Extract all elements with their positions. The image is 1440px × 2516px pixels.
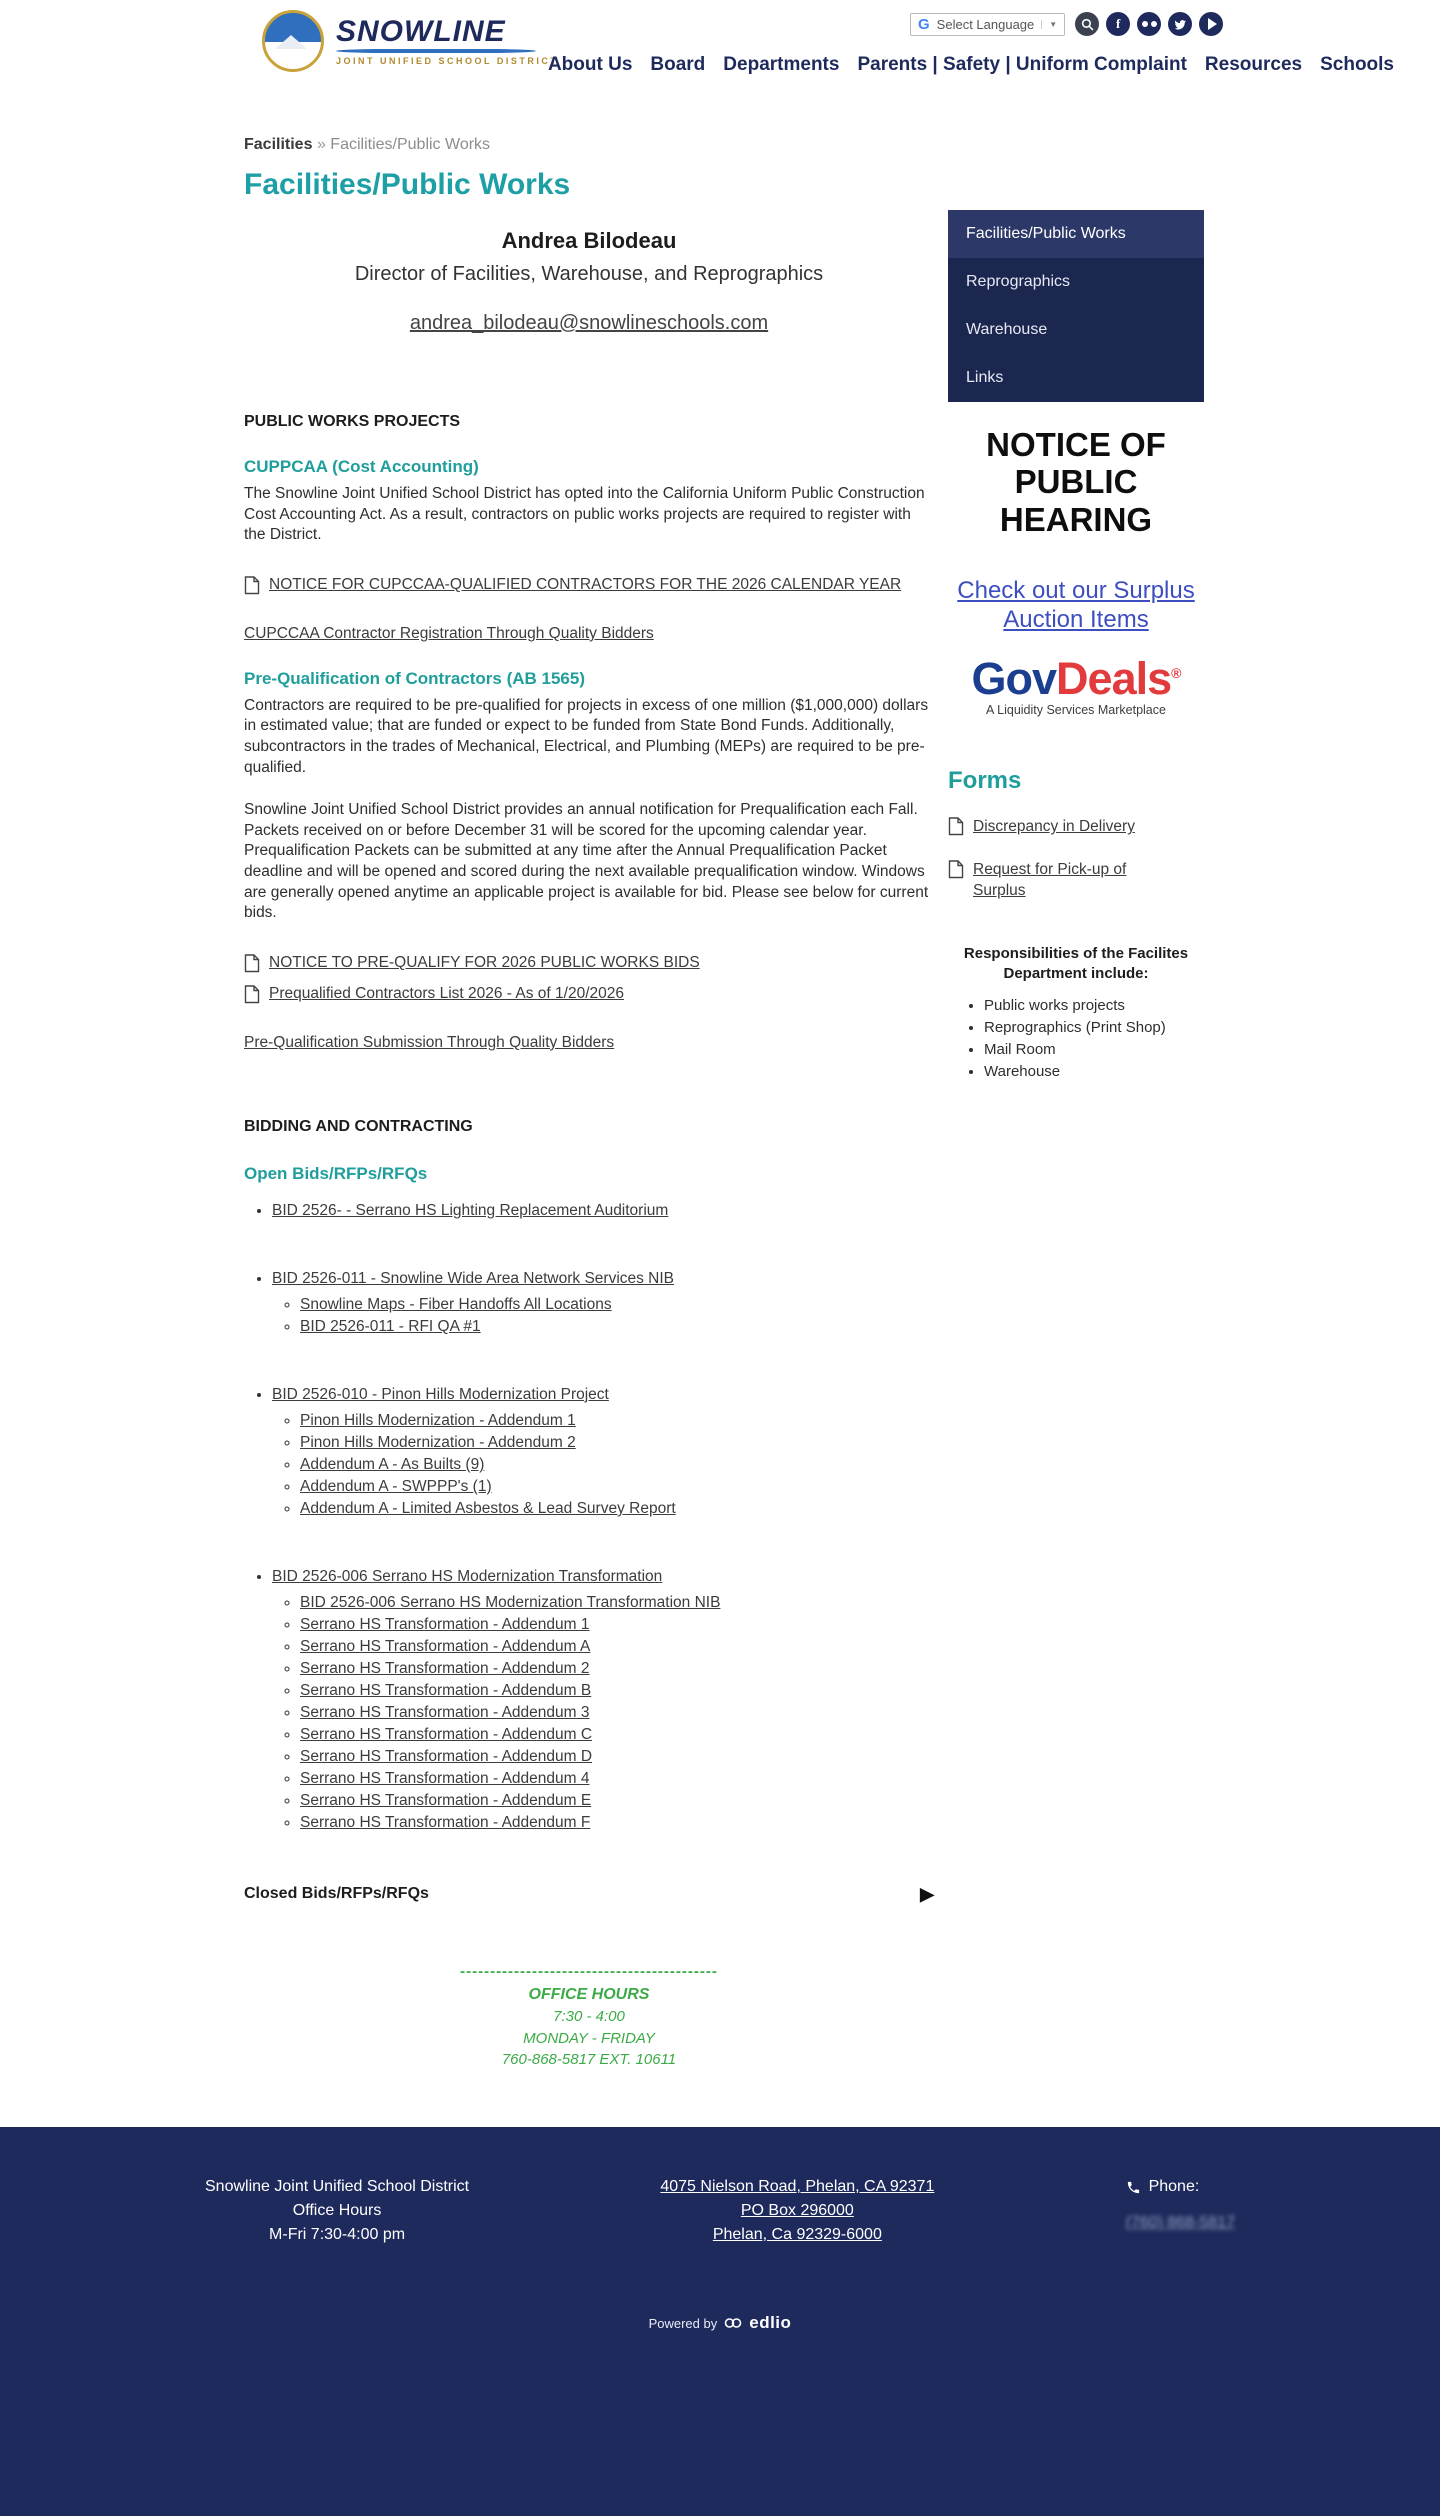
responsibility-item: • Warehouse	[984, 1063, 1204, 1080]
open-bids-heading: Open Bids/RFPs/RFQs	[244, 1163, 428, 1183]
bid-link[interactable]: Serrano HS Transformation - Addendum 4	[300, 1769, 590, 1787]
footer-district-info	[205, 2175, 469, 2247]
form-link-row	[948, 817, 1204, 838]
twitter-icon[interactable]	[1168, 12, 1192, 36]
google-translate-widget[interactable]	[910, 13, 1065, 36]
bid-link[interactable]: BID 2526- - Serrano HS Lighting Replacement Auditorium	[272, 1201, 669, 1219]
forms-heading: Forms	[948, 767, 1022, 795]
footer-district-name: Snowline Joint Unified School District	[205, 2178, 470, 2196]
bid-link[interactable]: Serrano HS Transformation - Addendum A	[300, 1637, 591, 1655]
bid-item	[272, 1270, 934, 1336]
bid-link[interactable]: Serrano HS Transformation - Addendum E	[300, 1791, 592, 1809]
surplus-auction-link[interactable]: Check out our Surplus Auction Items	[957, 576, 1195, 634]
bid-item	[272, 1568, 934, 1832]
office-hours-heading: OFFICE HOURS	[528, 1985, 650, 2003]
bid-subitem	[300, 1594, 934, 1612]
prequal-paragraph-2: Snowline Joint Unified School District provides an annual notification for Prequalification each Fall. Packets received on or before December 31 will be scored for the upcoming calendar year. Prequalification Packets can be submitted at any time after the Annual Prequalification Packet deadline and will be opened and scored during the next available prequalification window. Windows are generally opened anytime an applicable project is available for bid. Please see below for current bids.	[244, 801, 929, 922]
footer-phone-label-row	[1126, 2175, 1235, 2199]
powered-by-edlio[interactable]	[0, 2313, 1440, 2333]
contact-job-title: Director of Facilities, Warehouse, and Reprographics	[354, 263, 824, 285]
govdeals-deals: Deals	[1056, 653, 1172, 705]
pdf-icon	[244, 954, 260, 973]
social-icons	[1075, 12, 1223, 36]
bid-link[interactable]: Serrano HS Transformation - Addendum 1	[300, 1615, 590, 1633]
nav-board[interactable]: Board	[650, 54, 706, 75]
nav-resources[interactable]: Resources	[1204, 54, 1303, 75]
responsibility-item: • Public works projects	[984, 997, 1204, 1014]
sidebar	[948, 210, 1204, 1085]
bid-subitem	[300, 1726, 934, 1744]
pdf-icon	[244, 576, 260, 595]
district-logo-wordmark	[336, 14, 559, 66]
site-footer	[0, 2127, 1440, 2516]
main-area	[0, 98, 1440, 2071]
office-hours-time: 7:30 - 4:00	[553, 2007, 625, 2025]
footer-address-link[interactable]: 4075 Nielson Road, Phelan, CA 92371	[660, 2178, 935, 2196]
nav-schools[interactable]: Schools	[1320, 54, 1394, 75]
footer-phone-number[interactable]: (760) 868-5817	[1125, 2214, 1235, 2232]
public-works-heading: PUBLIC WORKS PROJECTS	[244, 413, 461, 430]
cuppcaa-registration-link[interactable]: CUPCCAA Contractor Registration Through Quality Bidders	[244, 624, 654, 642]
prequal-heading: Pre-Qualification of Contractors (AB 1565)	[244, 668, 586, 688]
govdeals-wordmark	[948, 653, 1204, 705]
responsibility-item: • Mail Room	[984, 1041, 1204, 1058]
nav-departments[interactable]: Departments	[723, 54, 840, 75]
office-hours-divider: -------------------------------------------	[460, 1962, 718, 1980]
powered-by-label: Powered by	[648, 2315, 718, 2331]
discrepancy-delivery-link[interactable]: Discrepancy in Delivery	[973, 818, 1135, 836]
flickr-icon[interactable]	[1137, 12, 1161, 36]
govdeals-tagline: A Liquidity Services Marketplace	[986, 703, 1166, 718]
responsibility-item: • Reprographics (Print Shop)	[984, 1019, 1204, 1036]
bid-link[interactable]: BID 2526-006 Serrano HS Modernization Transformation	[272, 1567, 663, 1585]
contact-name: Andrea Bilodeau	[501, 228, 677, 253]
header-utility-bar	[910, 12, 1223, 36]
govdeals-logo[interactable]	[948, 653, 1204, 718]
translate-label: Select Language	[936, 16, 1035, 32]
district-logo-emblem-icon	[262, 10, 324, 72]
prequal-contractors-list-link[interactable]: Prequalified Contractors List 2026 - As of 1/20/2026	[269, 985, 624, 1003]
bid-link[interactable]: Serrano HS Transformation - Addendum D	[300, 1747, 593, 1765]
bid-subitem	[300, 1500, 934, 1518]
chevron-down-icon: ▼	[1041, 20, 1057, 29]
breadcrumb	[244, 136, 934, 154]
bid-link[interactable]: Serrano HS Transformation - Addendum F	[300, 1813, 591, 1831]
closed-bids-accordion[interactable]	[244, 1884, 934, 1905]
cuppcaa-heading: CUPPCAA (Cost Accounting)	[244, 457, 479, 476]
footer-columns	[0, 2175, 1440, 2247]
phone-icon	[1126, 2180, 1141, 2195]
nav-about-us[interactable]: About Us	[547, 54, 633, 75]
bid-link[interactable]: BID 2526-011 - RFI QA #1	[300, 1317, 481, 1335]
bid-sublist	[272, 1594, 934, 1832]
pdf-icon	[244, 985, 260, 1004]
breadcrumb-separator: »	[316, 136, 326, 153]
search-icon[interactable]	[1075, 12, 1099, 36]
google-logo-icon: G	[918, 15, 930, 33]
bid-subitem	[300, 1318, 934, 1336]
bid-link[interactable]: Serrano HS Transformation - Addendum 2	[300, 1659, 590, 1677]
logo-swoosh-decoration	[336, 49, 536, 53]
bid-link[interactable]: Serrano HS Transformation - Addendum 3	[300, 1703, 590, 1721]
contact-block	[244, 228, 934, 335]
expand-arrow-icon[interactable]: ▶	[920, 1883, 934, 1904]
prequal-list-row	[244, 985, 934, 1004]
bid-link[interactable]: Addendum A - Limited Asbestos & Lead Survey Report	[300, 1499, 676, 1517]
notice-line-2: PUBLIC	[1014, 463, 1138, 501]
bid-link[interactable]: Addendum A - SWPPP's (1)	[300, 1477, 492, 1495]
prequal-submission-link[interactable]: Pre-Qualification Submission Through Quality Bidders	[244, 1033, 615, 1051]
district-logo-name: SNOWLINE	[336, 14, 506, 48]
public-hearing-notice	[948, 426, 1204, 538]
bid-subitem	[300, 1434, 934, 1452]
closed-bids-heading: Closed Bids/RFPs/RFQs	[244, 1885, 429, 1903]
pdf-icon	[948, 860, 964, 879]
facebook-icon[interactable]: f	[1106, 12, 1130, 36]
sidebar-item-facilities-public-works[interactable]: Facilities/Public Works	[948, 210, 1204, 258]
breadcrumb-facilities-link[interactable]: Facilities	[244, 136, 313, 153]
sidebar-item-warehouse[interactable]: Warehouse	[966, 321, 1048, 338]
site-header	[0, 0, 1440, 98]
youtube-icon[interactable]	[1199, 12, 1223, 36]
footer-office-hours-label: Office Hours	[292, 2202, 382, 2220]
footer-phone	[1126, 2175, 1235, 2235]
bid-subitem	[300, 1412, 934, 1430]
footer-office-hours-value: M-Fri 7:30-4:00 pm	[269, 2226, 406, 2244]
bid-link[interactable]: Serrano HS Transformation - Addendum C	[300, 1725, 593, 1743]
open-bids-list	[244, 1202, 934, 1832]
prequal-notice-link[interactable]: NOTICE TO PRE-QUALIFY FOR 2026 PUBLIC WORKS BIDS	[269, 954, 700, 972]
bid-subitem	[300, 1296, 934, 1314]
bid-link[interactable]: BID 2526-010 - Pinon Hills Modernization Project	[272, 1385, 609, 1403]
sidebar-item-links[interactable]: Links	[966, 369, 1004, 386]
breadcrumb-current: Facilities/Public Works	[330, 136, 491, 153]
bid-subitem	[300, 1638, 934, 1656]
district-logo-subtitle: JOINT UNIFIED SCHOOL DISTRICT	[336, 55, 559, 66]
bidding-heading: BIDDING AND CONTRACTING	[244, 1117, 473, 1135]
prequal-paragraph-1: Contractors are required to be pre-qualified for projects in excess of one million ($1,000,000) dollars in estimated value; that are funded or expect to be funded from State Bond Funds. Additionally, subcontractors in the trades of Mechanical, Electrical, and Plumbing (MEPs) are required to be pre-qualified.	[244, 696, 929, 776]
nav-parents-safety[interactable]: Parents | Safety | Uniform Complaint	[857, 54, 1187, 75]
responsibilities-list	[948, 997, 1204, 1080]
pdf-icon	[948, 817, 964, 836]
bid-link[interactable]: BID 2526-006 Serrano HS Modernization Transformation NIB	[300, 1593, 721, 1611]
footer-city-zip-link[interactable]: Phelan, Ca 92329-6000	[712, 2226, 882, 2244]
main-navigation	[548, 54, 1394, 76]
cuppcaa-notice-row	[244, 576, 934, 595]
bid-link[interactable]: Serrano HS Transformation - Addendum B	[300, 1681, 592, 1699]
bid-subitem	[300, 1682, 934, 1700]
footer-phone-label: Phone:	[1148, 2178, 1200, 2196]
form-link-row	[948, 860, 1204, 902]
office-hours-days: MONDAY - FRIDAY	[523, 2029, 655, 2047]
footer-po-box-link[interactable]: PO Box 296000	[740, 2202, 854, 2220]
bid-subitem	[300, 1814, 934, 1832]
bid-subitem	[300, 1478, 934, 1496]
sidebar-item-reprographics[interactable]: Reprographics	[966, 273, 1071, 290]
responsibilities-heading: Responsibilities of the Facilites Department include:	[963, 945, 1189, 982]
district-logo[interactable]	[262, 10, 558, 72]
responsibilities-block	[948, 944, 1204, 1080]
notice-line-3: HEARING	[999, 500, 1153, 538]
bid-link[interactable]: Snowline Maps - Fiber Handoffs All Locations	[300, 1295, 612, 1313]
bid-link[interactable]: Addendum A - As Builts (9)	[300, 1455, 485, 1473]
office-hours-phone: 760-868-5817 EXT. 10611	[501, 2051, 677, 2069]
contact-email-link[interactable]: andrea_bilodeau@snowlineschools.com	[409, 312, 769, 334]
office-hours-block	[244, 1961, 934, 2071]
bid-subitem	[300, 1748, 934, 1766]
content-column	[244, 98, 934, 2071]
bid-subitem	[300, 1456, 934, 1474]
sidebar-nav	[948, 210, 1204, 402]
footer-address	[660, 2175, 934, 2247]
cuppcaa-paragraph: The Snowline Joint Unified School District has opted into the California Uniform Public Construction Cost Accounting Act. As a result, contractors on public works projects are required to register with the District.	[244, 485, 925, 544]
bid-item	[272, 1386, 934, 1518]
notice-line-1: NOTICE OF	[986, 426, 1166, 463]
bid-subitem	[300, 1616, 934, 1634]
govdeals-gov: Gov	[971, 653, 1057, 705]
bid-subitem	[300, 1704, 934, 1722]
surplus-pickup-link[interactable]: Request for Pick-up of Surplus	[973, 861, 1127, 900]
bid-sublist	[272, 1412, 934, 1518]
edlio-brand: edlio	[749, 2313, 792, 2333]
bid-link[interactable]: Pinon Hills Modernization - Addendum 2	[300, 1433, 576, 1451]
bid-subitem	[300, 1660, 934, 1678]
registered-trademark-icon: ®	[1171, 665, 1181, 682]
cuppcaa-notice-link[interactable]: NOTICE FOR CUPCCAA-QUALIFIED CONTRACTORS FOR THE 2026 CALENDAR YEAR	[269, 576, 902, 594]
prequal-notice-row	[244, 954, 934, 973]
page-title: Facilities/Public Works	[244, 168, 571, 201]
bid-item	[272, 1202, 934, 1220]
bid-link[interactable]: BID 2526-011 - Snowline Wide Area Network Services NIB	[272, 1269, 675, 1287]
bid-link[interactable]: Pinon Hills Modernization - Addendum 1	[300, 1411, 576, 1429]
bid-subitem	[300, 1770, 934, 1788]
bid-sublist	[272, 1296, 934, 1336]
bid-subitem	[300, 1792, 934, 1810]
edlio-logo-icon	[724, 2317, 742, 2329]
